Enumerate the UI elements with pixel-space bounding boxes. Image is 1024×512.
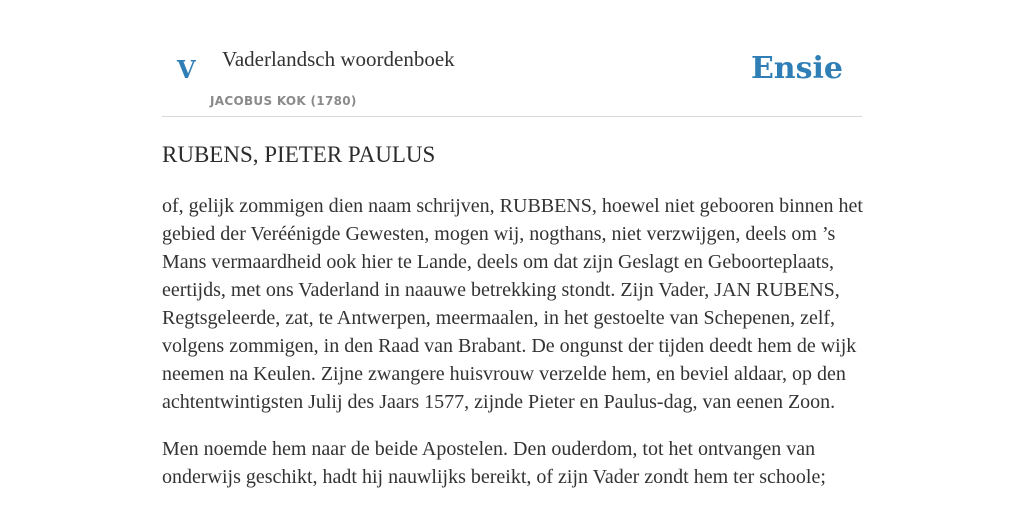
- book-author: JACOBUS KOK (1780): [210, 94, 357, 108]
- page-header: [162, 0, 862, 117]
- entry-title: RUBENS, PIETER PAULUS: [162, 142, 436, 167]
- entry-paragraph: of, gelijk zommigen dien naam schrijven, RUBBENS, hoewel niet gebooren binnen het gebied der Veréénigde Gewesten, mogen wij, nogthans, niet verzwijgen, deels om ’s Mans vermaardheid ook hier te Lande, deels om dat zijn Geslagt en Geboorteplaats, eertijds, met ons Vaderland in naauwe betrekking stondt. Zijn Vader, JAN RUBENS, Regtsgeleerde, zat, te Antwerpen, meermaalen, in het gestoelte van Schepenen, zelf, volgens zommigen, in den Raad van Brabant. De ongunst der tijden deedt hem de wijk neemen na Keulen. Zijne zwangere huisvrouw verzelde hem, en beviel aldaar, op den achtentwintigsten Julij des Jaars 1577, zijnde Pieter en Paulus-dag, van eenen Zoon.: [162, 195, 863, 413]
- ensie-logo-link[interactable]: Ensie: [750, 51, 843, 86]
- entry-paragraph: Men noemde hem naar de beide Apostelen. Den ouderdom, tot het ontvangen van onderwijs geschikt, hadt hij nauwlijks bereikt, of zijn Vader zondt hem ter schoole;: [162, 438, 826, 488]
- book-title-link[interactable]: Vaderlandsch woordenboek: [222, 47, 455, 71]
- entry-body: [162, 192, 867, 510]
- book-letter-icon[interactable]: V: [177, 55, 196, 84]
